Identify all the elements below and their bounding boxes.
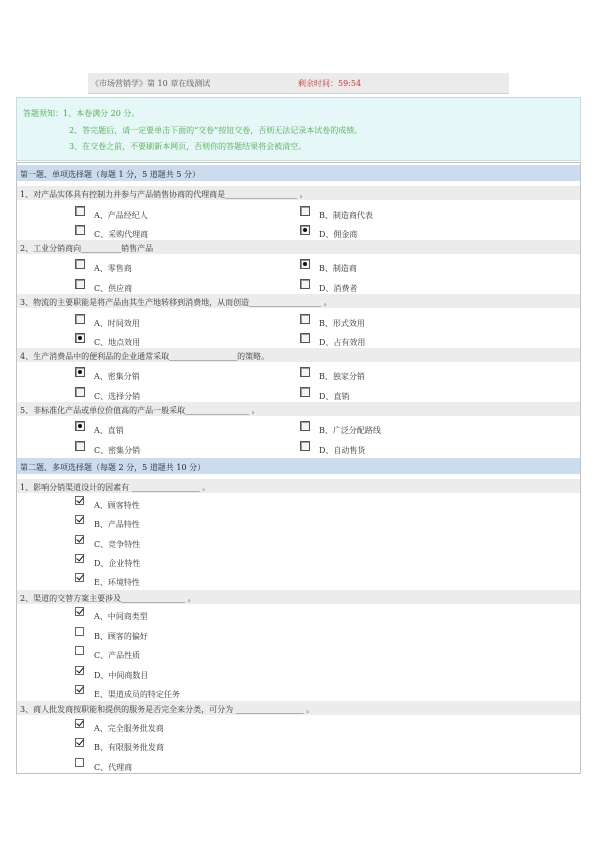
- question-row: [17, 294, 580, 308]
- checkbox[interactable]: [75, 719, 84, 728]
- test-header-bar: [88, 73, 509, 94]
- radio-button[interactable]: [75, 387, 85, 397]
- radio-button[interactable]: [75, 367, 85, 377]
- question-text: 2、渠道的交替方案主要涉及________________ 。: [20, 594, 196, 603]
- radio-button[interactable]: [300, 441, 310, 451]
- radio-button[interactable]: [300, 259, 310, 269]
- section-title: 第一题、单项选择题（每题 1 分，5 道题共 5 分）: [20, 170, 200, 179]
- instruction-line-1: 答题须知：1、本卷满分 20 分。: [23, 109, 140, 118]
- instructions-box: [16, 97, 581, 161]
- question-row: [17, 590, 580, 604]
- radio-button[interactable]: [75, 333, 85, 343]
- question-text: 3、物流的主要职能是将产品由其生产地转移到消费地，从而创造__________________ 。: [20, 298, 332, 307]
- radio-button[interactable]: [75, 279, 85, 289]
- checkbox[interactable]: [75, 685, 84, 694]
- instruction-line-2: 2、答完题后，请一定要单击下面的“交卷”按钮交卷，否则无法记录本试卷的成绩。: [69, 126, 363, 135]
- checkbox[interactable]: [75, 554, 84, 563]
- radio-button[interactable]: [300, 421, 310, 431]
- question-text: 3、商人批发商按职能和提供的服务是否完全来分类，可分为 _________________ 。: [20, 705, 315, 714]
- question-text: 4、生产消费品中的便利品的企业通常采取_________________的策略。: [20, 352, 270, 361]
- question-text: 1、影响分销渠道设计的因素有 _________________ 。: [20, 483, 211, 492]
- question-row: [17, 348, 580, 362]
- checkbox[interactable]: [75, 738, 84, 747]
- checkbox[interactable]: [75, 496, 84, 505]
- checkbox[interactable]: [75, 666, 84, 675]
- radio-button[interactable]: [75, 225, 85, 235]
- question-row: [17, 479, 580, 493]
- section-single-choice-header: [17, 165, 580, 181]
- radio-button[interactable]: [300, 225, 310, 235]
- question-text: 2、工业分销商向__________销售产品: [20, 244, 154, 253]
- question-text: 5、非标准化产品或单位价值高的产品一般采取________________ 。: [20, 406, 260, 415]
- course-title: 《市场营销学》第 10 章在线测试: [91, 79, 211, 88]
- radio-button[interactable]: [75, 206, 85, 216]
- radio-button[interactable]: [300, 314, 310, 324]
- section-title: 第二题、多项选择题（每题 2 分，5 道题共 10 分）: [20, 463, 206, 472]
- radio-button[interactable]: [75, 421, 85, 431]
- question-row: [17, 701, 580, 715]
- checkbox[interactable]: [75, 646, 84, 655]
- checkbox[interactable]: [75, 627, 84, 636]
- radio-button[interactable]: [75, 441, 85, 451]
- radio-button[interactable]: [300, 367, 310, 377]
- question-row: [17, 186, 580, 200]
- checkbox[interactable]: [75, 535, 84, 544]
- checkbox[interactable]: [75, 573, 84, 582]
- checkbox[interactable]: [75, 607, 84, 616]
- checkbox[interactable]: [75, 515, 84, 524]
- radio-button[interactable]: [300, 206, 310, 216]
- question-text: 1、对产品实体具有控制力并参与产品销售协商的代理商是__________________ 。: [20, 190, 308, 199]
- radio-button[interactable]: [300, 387, 310, 397]
- radio-button[interactable]: [300, 279, 310, 289]
- checkbox[interactable]: [75, 758, 84, 767]
- countdown-timer: 剩余时间：59:54: [298, 79, 362, 88]
- radio-button[interactable]: [75, 314, 85, 324]
- test-body: 第一题、单项选择题（每题 1 分，5 道题共 5 分） 1、对产品实体具有控制力并参与产品销售协商的代理商是__________________ 。 A、产品经纪人 B、制造商代表 C、采购代理商 D、佣金商 2、工业分销商向__________销售产品 A、零售商 B、制造商 C、供应商 D、消费者 3、物流的主要职能是将产品由其生产地转移到消费地，从而创造__________________ 。 A、时间效用 B、形式效用 C、地点效用 D、占有效用 4、生产消费品中的便利品的企业通常采取_________________的策略。 A、密集分销 B、独家分销 C、选择分销 D、直销 5、非标准化产品或单位价值高的产品一般采取________________ 。 A、直销 B、广泛分配路线 C、密集分销 D、自动售货 第二题、多项选择题（每题 2 分，5 道题共 10 分） 1、影响分销渠道设计的因素有 _________________ 。 A、顾客特性 B、产品特性 C、竞争特性 D、企业特性 E、环境特性 2、渠道的交替方案主要涉及________________ 。 A、中间商类型 B、顾客的偏好 C、产品性质 D、中间商数目 E、渠道成员的特定任务 3、商人批发商按职能和提供的服务是否完全来分类，可分为 _________________ 。 A、完全服务批发商 B、有限服务批发商 C、代理商: [16, 162, 581, 774]
- radio-button[interactable]: [300, 333, 310, 343]
- question-row: [17, 240, 580, 254]
- instruction-line-3: 3、在交卷之前，不要刷新本网页，否则你的答题结果将会被清空。: [69, 142, 307, 151]
- radio-button[interactable]: [75, 259, 85, 269]
- section-multi-choice-header: [17, 458, 580, 474]
- question-row: [17, 402, 580, 416]
